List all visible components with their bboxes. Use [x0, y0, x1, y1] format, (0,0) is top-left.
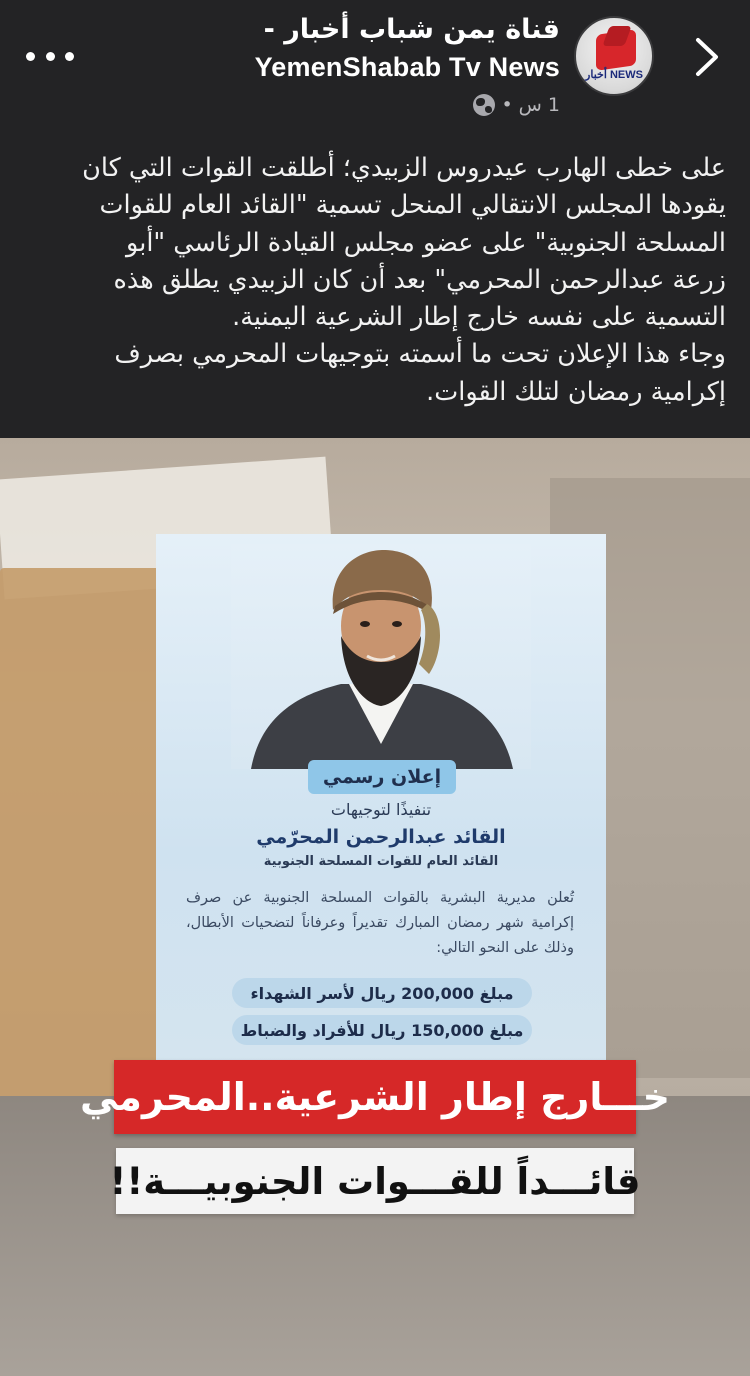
post-text-line: على خطى الهارب عيدروس الزبيدي؛ أطلقت القوات التي كان	[82, 153, 726, 183]
background-folder	[0, 568, 180, 1128]
globe-icon	[473, 94, 495, 116]
post-text-line: زرعة عبدالرحمن المحرمي" بعد أن كان الزبيدي يطلق هذه	[113, 264, 726, 295]
more-dot-icon	[26, 52, 35, 61]
background-floor	[0, 1096, 750, 1376]
card-body-text: تُعلن مديرية البشرية بالقوات المسلحة الجنوبية عن صرف إكرامية شهر رمضان المبارك تقديراً وعرفاناً لتضحيات الأبطال، وذلك على النحو التالي:	[186, 890, 574, 956]
amount-pill-soldiers: مبلغ 150,000 ريال للأفراد والضباط	[232, 1015, 532, 1045]
meta-separator: •	[501, 94, 513, 116]
avatar-logo-text: أخبار NEWS	[585, 69, 643, 81]
card-line-3: القائد العام للقوات المسلحة الجنوبية	[263, 854, 499, 869]
channel-name-arabic[interactable]: قناة يمن شباب أخبار -	[263, 14, 560, 45]
more-dot-icon	[65, 52, 74, 61]
post-text	[26, 150, 726, 411]
more-options-button[interactable]	[26, 38, 74, 74]
headline-banner-white: قائـــداً للقـــوات الجنوبيـــة!!	[116, 1148, 634, 1214]
post-text-line: يقودها المجلس الانتقالي المنحل تسمية "القائد العام للقوات	[99, 190, 726, 221]
post-image[interactable]	[0, 438, 750, 1376]
post-text-line: إكرامية رمضان لتلك القوات.	[426, 376, 726, 407]
card-line-2: القائد عبدالرحمن المحرّمي	[256, 826, 506, 848]
post-text-line: وجاء هذا الإعلان تحت ما أسمته بتوجيهات المحرمي بصرف	[114, 339, 726, 370]
post-meta	[473, 92, 560, 118]
chevron-right-icon[interactable]	[686, 32, 726, 82]
announcement-card	[156, 534, 606, 1064]
post-time: 1 س	[518, 94, 560, 116]
amount-pill-martyrs: مبلغ 200,000 ريال لأسر الشهداء	[232, 978, 532, 1008]
post-text-line: المسلحة الجنوبية" على عضو مجلس القيادة الرئاسي "أبو	[126, 227, 726, 258]
headline-banner-red: خـــارج إطار الشرعية..المحرمي	[114, 1060, 636, 1134]
more-dot-icon	[46, 52, 55, 61]
post-text-line: التسمية على نفسه خارج إطار الشرعية اليمنية.	[232, 302, 726, 333]
portrait-photo	[231, 544, 531, 769]
channel-avatar[interactable]	[574, 16, 654, 96]
card-line-1: تنفيذًا لتوجيهات	[330, 800, 432, 819]
announcement-badge: إعلان رسمي	[308, 760, 456, 794]
channel-name-english[interactable]: YemenShabab Tv News	[254, 52, 560, 82]
post-header	[0, 0, 750, 130]
